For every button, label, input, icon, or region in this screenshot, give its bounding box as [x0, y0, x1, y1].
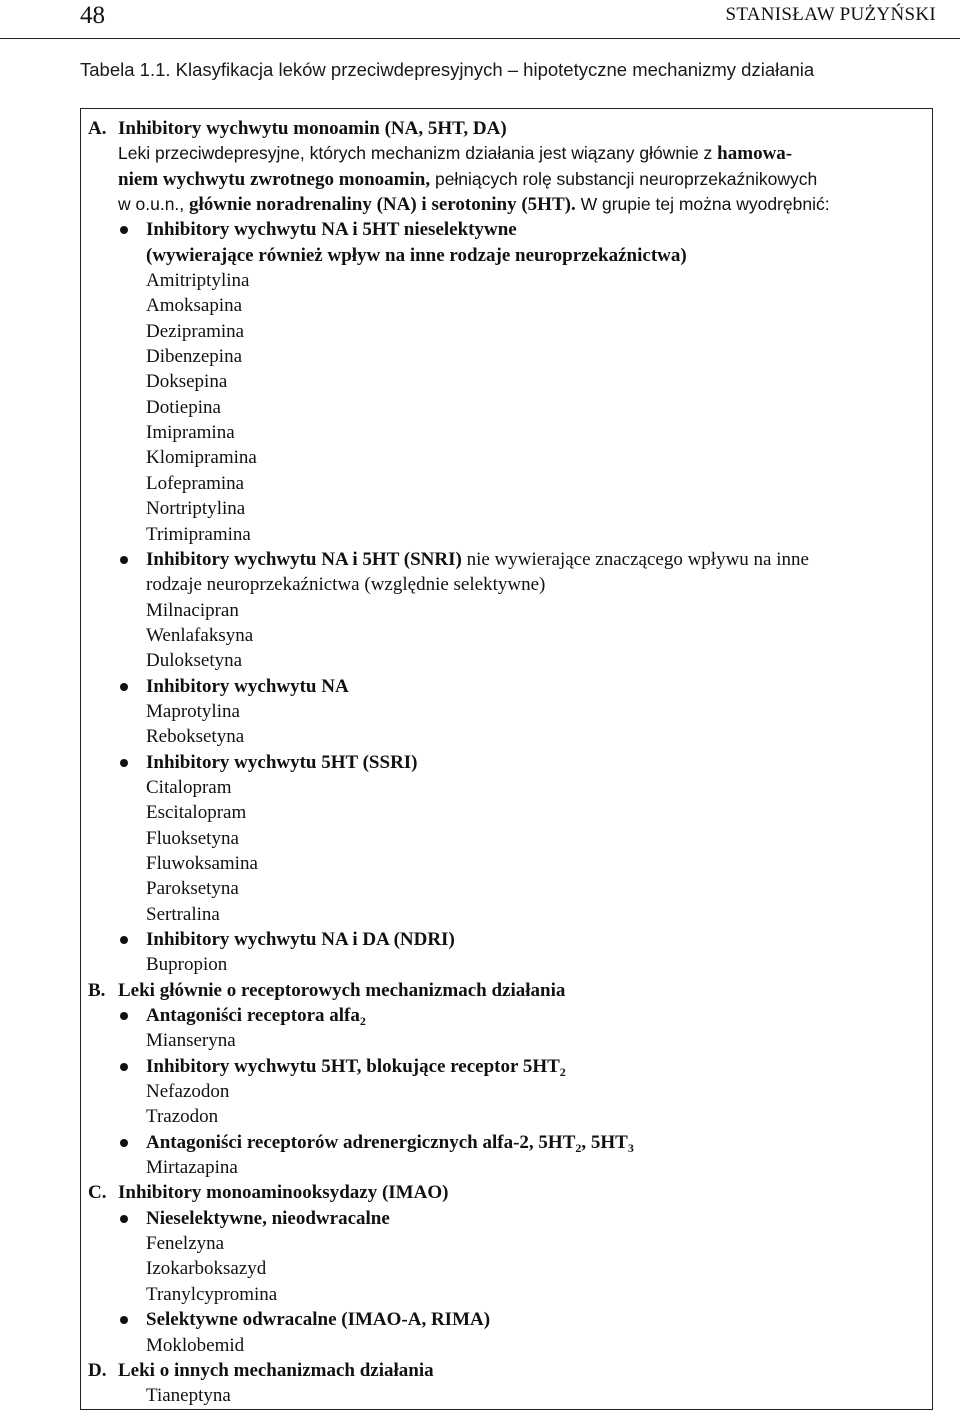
drug-item: Tranylcypromina — [146, 1283, 278, 1305]
drug-item: Reboksetyna — [146, 726, 245, 748]
group-title: Antagoniści receptorów adrenergicznych alfa-2, $5HT_2$, $5HT_3$ — [88, 1130, 930, 1155]
section-d-heading: D. Leki o innych mechanizmach działania — [88, 1359, 434, 1381]
drug-item: Nortriptylina — [146, 498, 246, 520]
running-head: STANISŁAW PUŻYŃSKI — [725, 4, 936, 25]
section-a-intro-line3: w o.u.n., głównie noradrenaliny (NA) i serotoniny (5HT). W grupie tej można wyodrębnić: — [118, 194, 830, 216]
section-b-heading: B. Leki głównie o receptorowych mechanizmach działania — [88, 979, 566, 1001]
drug-item: Paroksetyna — [146, 878, 239, 900]
page-number: 48 — [80, 2, 105, 29]
group-title: Selektywne odwracalne (IMAO-A, RIMA) — [88, 1307, 930, 1332]
drug-item: Fenelzyna — [146, 1233, 225, 1255]
section-a-heading: A. Inhibitory wychwytu monoamin (NA, 5HT, DA) — [88, 118, 507, 139]
table-content — [88, 116, 930, 1409]
section-a-intro-line2: niem wychwytu zwrotnego monoamin, pełniących rolę substancji neuroprzekaźnikowych — [118, 168, 818, 190]
group-title: Antagoniści receptora alfa$_2$ — [88, 1003, 930, 1028]
drug-item: Escitalopram — [146, 802, 247, 824]
bullet-icon — [120, 1139, 128, 1147]
table-caption: Tabela 1.1. Klasyfikacja leków przeciwdepresyjnych – hipotetyczne mechanizmy działania — [80, 59, 815, 80]
bullet-icon — [120, 683, 128, 691]
group-title: Nieselektywne, nieodwracalne — [88, 1206, 930, 1231]
bullet-icon — [120, 1316, 128, 1324]
group-title: Inhibitory wychwytu NA i 5HT (SNRI) nie wywierające znaczącego wpływu na inne — [88, 547, 930, 572]
drug-item: Izokarboksazyd — [146, 1258, 267, 1280]
drug-item: Doksepina — [146, 371, 228, 393]
drug-item: Dibenzepina — [146, 346, 243, 368]
group-title: Inhibitory wychwytu 5HT, blokujące receptor $5HT_2$ — [88, 1054, 930, 1079]
drug-item: Trazodon — [146, 1106, 219, 1128]
drug-item: Mirtazapina — [146, 1157, 238, 1179]
drug-item: Moklobemid — [146, 1334, 245, 1356]
bullet-icon — [120, 759, 128, 767]
drug-item: Bupropion — [146, 954, 228, 976]
drug-item: Maprotylina — [146, 700, 240, 722]
drug-item: Lofepramina — [146, 472, 245, 494]
drug-item: Wenlafaksyna — [146, 624, 254, 646]
group-title: Inhibitory wychwytu 5HT (SSRI) — [88, 750, 930, 775]
drug-item: Mianseryna — [146, 1030, 236, 1052]
group-title-continued: rodzaje neuroprzekaźnictwa (względnie selektywne) — [146, 574, 546, 596]
drug-item: Citalopram — [146, 776, 232, 798]
group-title: Inhibitory wychwytu NA — [88, 674, 930, 699]
drug-item: Amoksapina — [146, 295, 243, 317]
drug-item: Milnacipran — [146, 599, 239, 621]
drug-item: Tianeptyna — [146, 1385, 231, 1407]
bullet-icon — [120, 1063, 128, 1071]
drug-item: Sertralina — [146, 903, 220, 925]
drug-item: Amitriptylina — [146, 270, 250, 292]
drug-item: Dotiepina — [146, 396, 221, 418]
section-a-intro-line1: Leki przeciwdepresyjne, których mechanizm działania jest wiązany głównie z hamowa- — [118, 143, 793, 165]
group-title: Inhibitory wychwytu NA i 5HT nieselektywne — [88, 217, 930, 242]
drug-item: Imipramina — [146, 422, 235, 444]
section-c-heading: C. Inhibitory monoaminooksydazy (IMAO) — [88, 1182, 449, 1204]
drug-item: Fluoksetyna — [146, 827, 239, 849]
bullet-icon — [120, 1215, 128, 1223]
bullet-icon — [120, 226, 128, 234]
drug-item: Nefazodon — [146, 1081, 230, 1103]
group-title: Inhibitory wychwytu NA i DA (NDRI) — [88, 927, 930, 952]
drug-item: Trimipramina — [146, 523, 251, 545]
bullet-icon — [120, 1012, 128, 1020]
drug-item: Dezipramina — [146, 320, 245, 342]
drug-item: Duloksetyna — [146, 650, 243, 672]
drug-item: Klomipramina — [146, 447, 257, 469]
drug-item: Fluwoksamina — [146, 852, 258, 874]
page-header — [0, 0, 960, 39]
group-title-continued: (wywierające również wpływ na inne rodzaje neuroprzekaźnictwa) — [146, 244, 687, 266]
bullet-icon — [120, 556, 128, 564]
bullet-icon — [120, 936, 128, 944]
